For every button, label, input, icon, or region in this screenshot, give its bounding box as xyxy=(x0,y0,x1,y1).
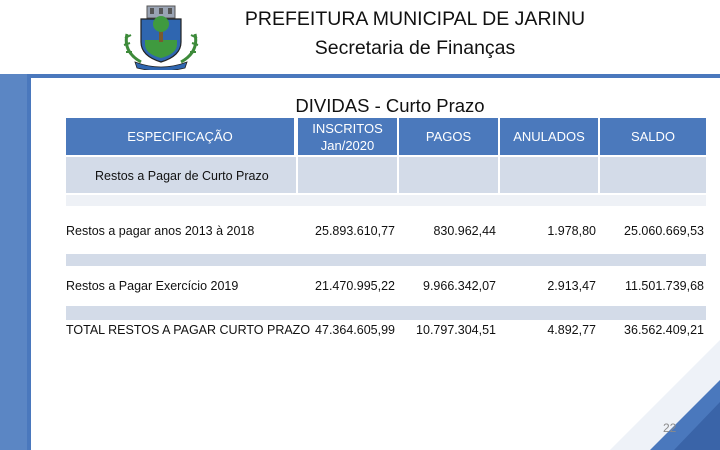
col-header-inscritos xyxy=(298,118,397,155)
side-strip xyxy=(0,74,27,450)
spacer-row xyxy=(66,195,706,206)
col-header-pagos: PAGOS xyxy=(399,118,498,155)
header-subtitle: Secretaria de Finanças xyxy=(314,37,516,59)
row-saldo: 25.060.669,53 xyxy=(624,224,704,238)
col-header-anulados: ANULADOS xyxy=(500,118,598,155)
group-label: Restos a Pagar de Curto Prazo xyxy=(95,169,269,183)
row-pagos: 9.966.342,07 xyxy=(423,279,496,293)
group-cell xyxy=(500,157,598,193)
row-anulados: 1.978,80 xyxy=(547,224,596,238)
row-pagos: 830.962,44 xyxy=(433,224,496,238)
col-header-saldo: SALDO xyxy=(600,118,706,155)
group-row-label-cell xyxy=(66,157,296,193)
section-title: DIVIDAS - Curto Prazo xyxy=(295,95,485,116)
row-label: Restos a Pagar Exercício 2019 xyxy=(66,279,239,293)
spacer-row xyxy=(66,254,706,266)
page-number: 22 xyxy=(663,421,677,435)
document-header xyxy=(0,0,720,74)
row-saldo: 36.562.409,21 xyxy=(624,323,704,337)
row-inscritos: 21.470.995,22 xyxy=(315,279,395,293)
col-header-especificacao: ESPECIFICAÇÃO xyxy=(66,118,294,155)
row-label: TOTAL RESTOS A PAGAR CURTO PRAZO xyxy=(66,323,311,337)
group-cell xyxy=(600,157,706,193)
row-inscritos: 25.893.610,77 xyxy=(315,224,395,238)
header-title: PREFEITURA MUNICIPAL DE JARINU xyxy=(244,8,586,30)
group-cell xyxy=(399,157,498,193)
row-anulados: 2.913,47 xyxy=(547,279,596,293)
row-saldo: 11.501.739,68 xyxy=(624,279,704,293)
row-pagos: 10.797.304,51 xyxy=(416,323,496,337)
row-anulados: 4.892,77 xyxy=(547,323,596,337)
row-label: Restos a pagar anos 2013 à 2018 xyxy=(66,224,255,238)
row-inscritos: 47.364.605,99 xyxy=(315,323,395,337)
spacer-row xyxy=(66,306,706,320)
group-cell xyxy=(298,157,397,193)
col-header-inscritos-text: INSCRITOS Jan/2020 xyxy=(312,120,383,153)
coat-of-arms-icon xyxy=(121,4,201,70)
corner-decoration xyxy=(590,340,720,450)
